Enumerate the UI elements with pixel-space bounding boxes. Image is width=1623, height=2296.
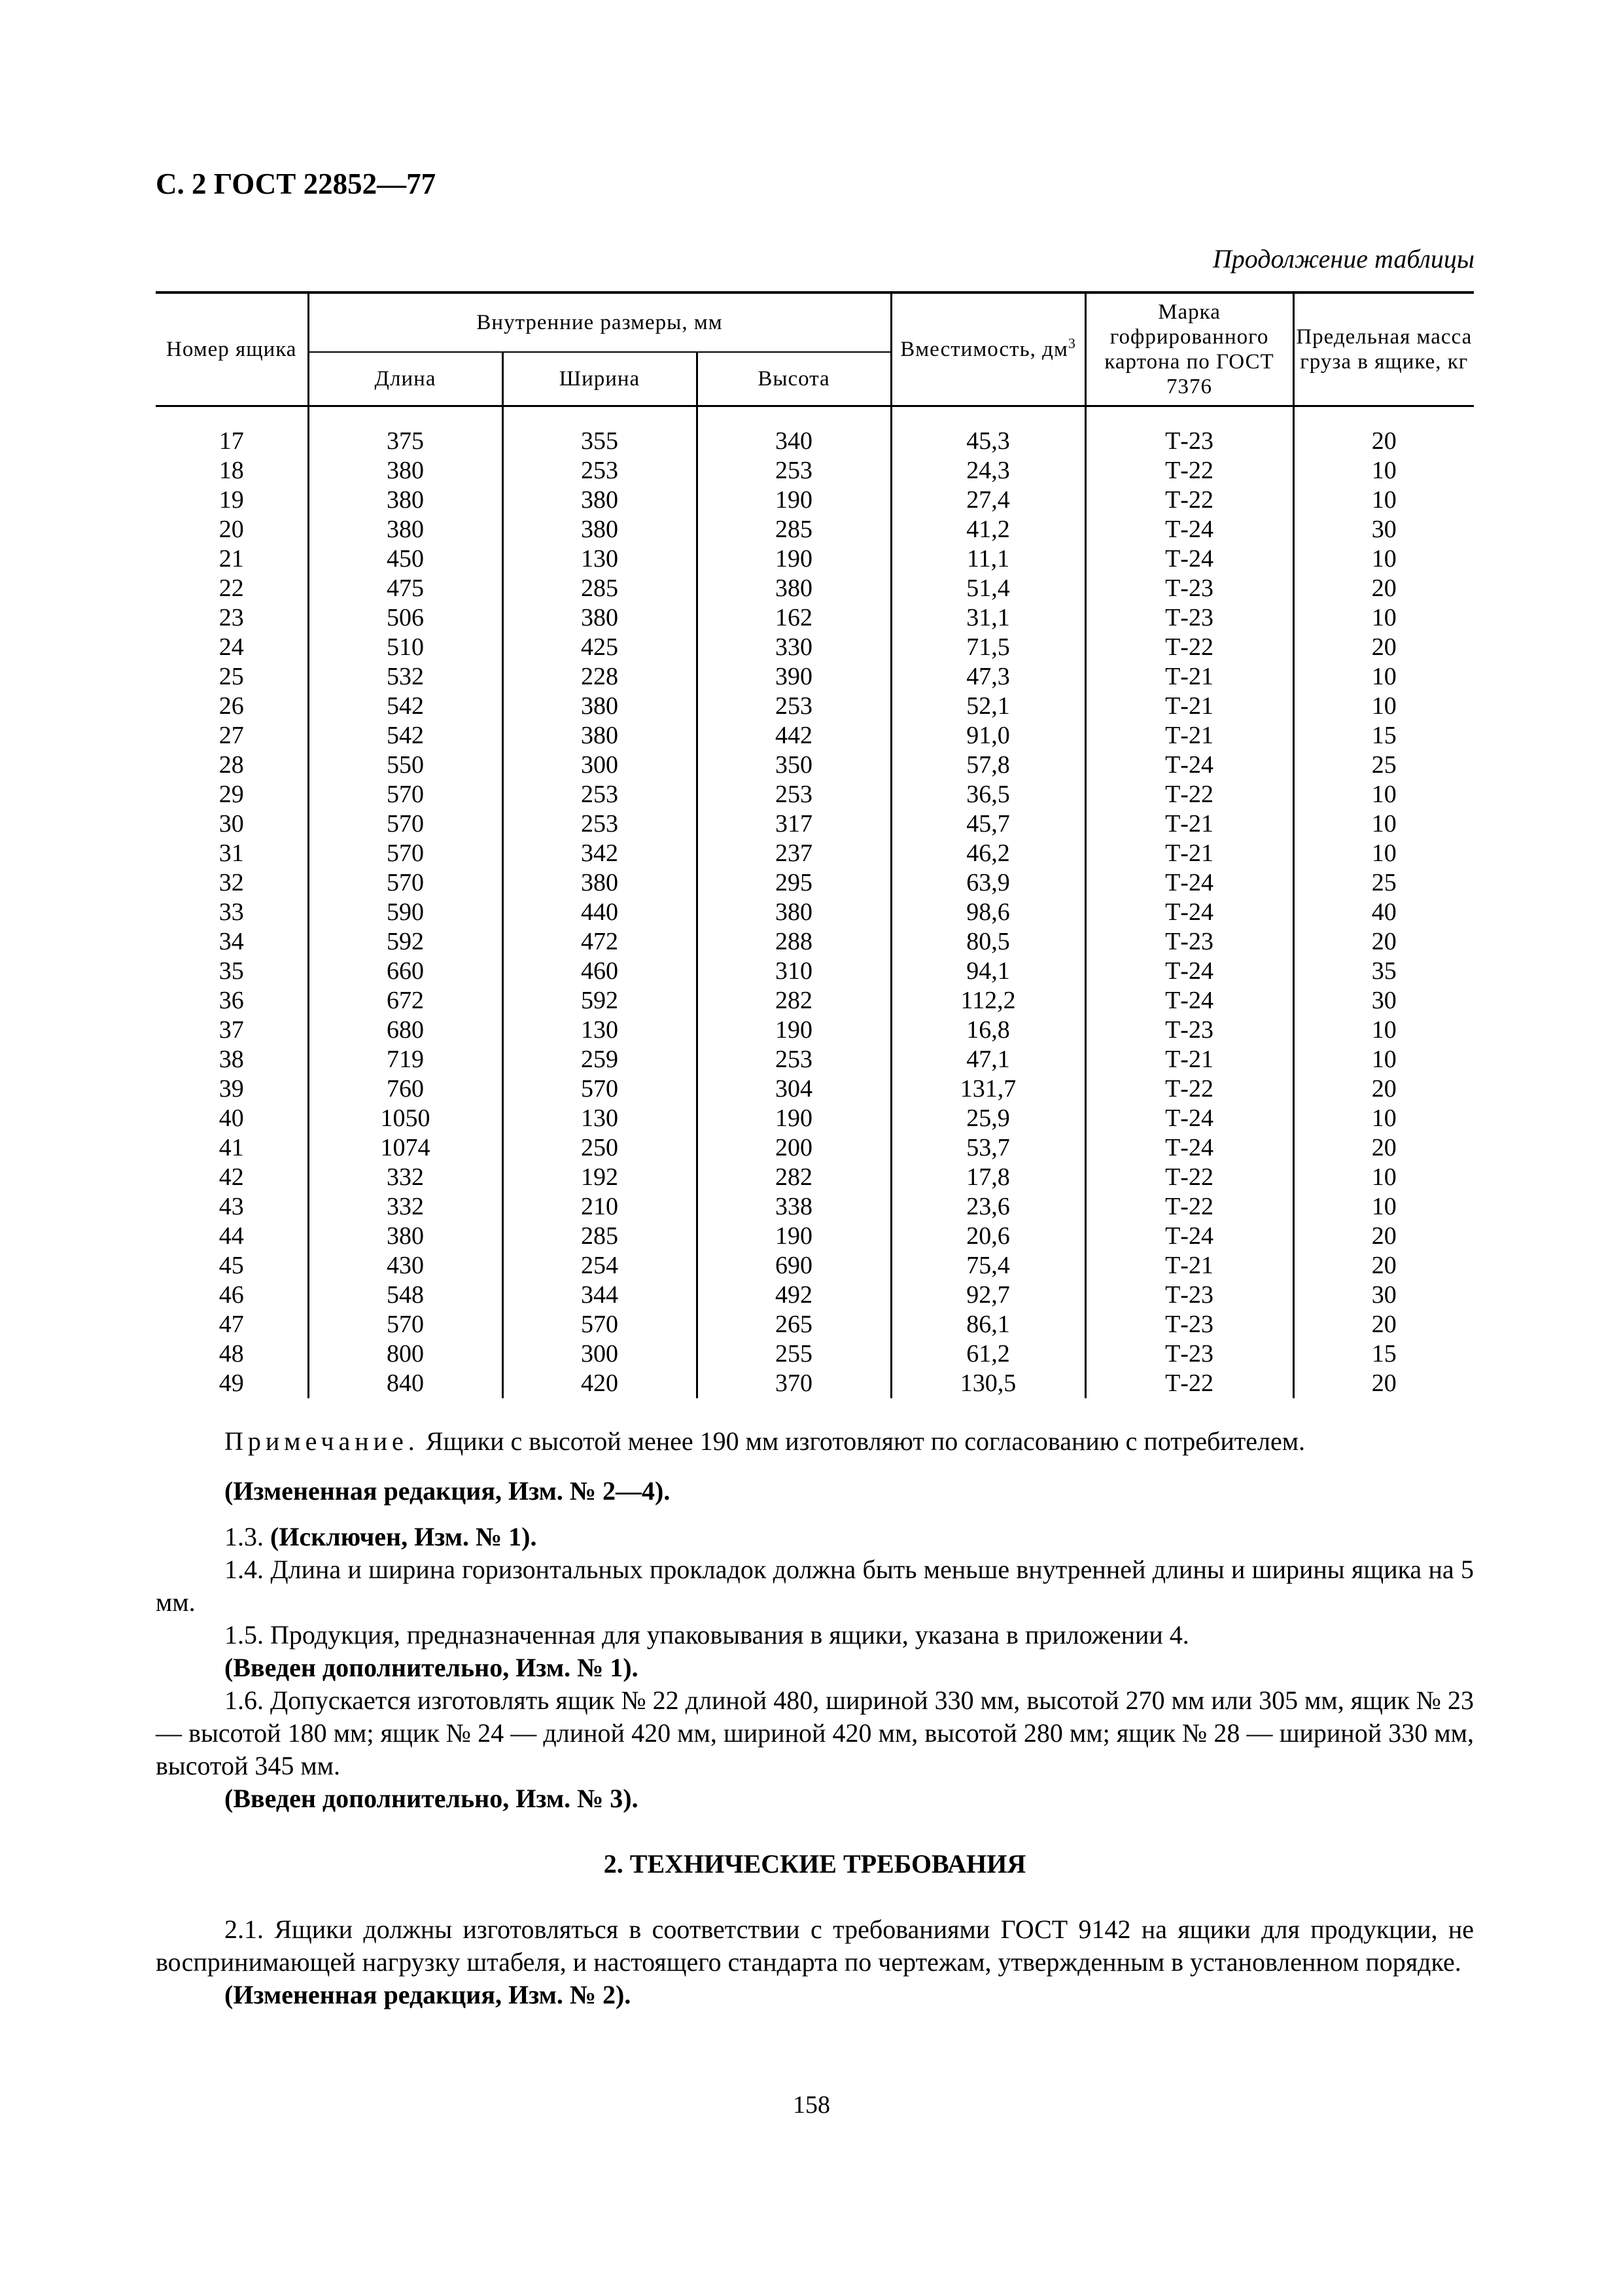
cell-cardboard-grade: Т-21	[1085, 662, 1293, 692]
cell-height: 295	[697, 868, 891, 898]
cell-box-number: 36	[156, 986, 308, 1016]
cell-height: 253	[697, 1045, 891, 1074]
cell-width: 355	[502, 427, 697, 456]
cell-box-number: 47	[156, 1310, 308, 1339]
table-row	[156, 603, 1474, 633]
cell-max-mass: 20	[1371, 574, 1397, 602]
cell-capacity: 45,3	[891, 427, 1085, 456]
cell-max-mass: 20	[1371, 1075, 1397, 1103]
section-heading: 2. ТЕХНИЧЕСКИЕ ТРЕБОВАНИЯ	[603, 1849, 1026, 1879]
table-row	[156, 1251, 1474, 1280]
cell-box-number: 22	[156, 574, 308, 603]
cell-cardboard-grade: Т-21	[1085, 721, 1293, 751]
cell-length: 532	[308, 662, 502, 692]
cell-box-number: 41	[156, 1133, 308, 1163]
table-row	[156, 1016, 1474, 1045]
table-row	[156, 574, 1474, 603]
table-row	[156, 957, 1474, 986]
cell-box-number: 42	[156, 1163, 308, 1192]
cell-max-mass: 20	[1371, 427, 1397, 455]
table-row	[156, 898, 1474, 927]
cell-length: 570	[308, 868, 502, 898]
cell-box-number: 39	[156, 1074, 308, 1104]
cell-capacity: 36,5	[891, 780, 1085, 809]
amendment-2: (Измененная редакция, Изм. № 2).	[224, 1980, 631, 2009]
cell-cardboard-grade: Т-24	[1085, 898, 1293, 927]
cell-width: 259	[502, 1045, 697, 1074]
cell-box-number: 28	[156, 751, 308, 780]
cell-length: 570	[308, 839, 502, 868]
cell-cardboard-grade: Т-24	[1085, 1133, 1293, 1163]
cell-length: 592	[308, 927, 502, 957]
cell-length: 1074	[308, 1133, 502, 1163]
cell-width: 380	[502, 603, 697, 633]
cell-cardboard-grade: Т-23	[1085, 1339, 1293, 1369]
cell-width: 592	[502, 986, 697, 1016]
cell-width: 342	[502, 839, 697, 868]
cell-width: 344	[502, 1280, 697, 1310]
cell-cardboard-grade: Т-22	[1085, 1369, 1293, 1398]
cell-length: 719	[308, 1045, 502, 1074]
cell-box-number: 32	[156, 868, 308, 898]
cell-length: 430	[308, 1251, 502, 1280]
cell-width: 253	[502, 780, 697, 809]
cell-height: 380	[697, 574, 891, 603]
cell-box-number: 48	[156, 1339, 308, 1369]
cell-capacity: 53,7	[891, 1133, 1085, 1163]
cell-width: 254	[502, 1251, 697, 1280]
cell-cardboard-grade: Т-24	[1085, 1104, 1293, 1133]
cell-width: 380	[502, 692, 697, 721]
cell-capacity: 47,1	[891, 1045, 1085, 1074]
cell-capacity: 57,8	[891, 751, 1085, 780]
cell-height: 282	[697, 986, 891, 1016]
cell-cardboard-grade: Т-21	[1085, 1251, 1293, 1280]
cell-max-mass: 30	[1371, 1281, 1397, 1309]
cell-cardboard-grade: Т-24	[1085, 515, 1293, 544]
cell-capacity: 86,1	[891, 1310, 1085, 1339]
cell-box-number: 23	[156, 603, 308, 633]
table-row	[156, 1192, 1474, 1222]
cell-cardboard-grade: Т-22	[1085, 456, 1293, 486]
cell-width: 380	[502, 486, 697, 515]
cell-height: 253	[697, 692, 891, 721]
table-row	[156, 486, 1474, 515]
cell-capacity: 20,6	[891, 1222, 1085, 1251]
cell-length: 570	[308, 780, 502, 809]
table-row	[156, 456, 1474, 486]
cell-cardboard-grade: Т-22	[1085, 1192, 1293, 1222]
table-row	[156, 927, 1474, 957]
cell-box-number: 21	[156, 544, 308, 574]
cell-width: 472	[502, 927, 697, 957]
cell-height: 190	[697, 1222, 891, 1251]
cell-height: 237	[697, 839, 891, 868]
cell-capacity: 131,7	[891, 1074, 1085, 1104]
table-row	[156, 1339, 1474, 1369]
table-row	[156, 1163, 1474, 1192]
cell-length: 380	[308, 456, 502, 486]
cell-capacity: 92,7	[891, 1280, 1085, 1310]
cell-length: 506	[308, 603, 502, 633]
paragraph-1-3: 1.3. (Исключен, Изм. № 1).	[224, 1522, 537, 1551]
note	[156, 1425, 1474, 1458]
paragraph-1-5: 1.5. Продукция, предназначенная для упаковывания в ящики, указана в приложении 4.	[224, 1620, 1189, 1650]
table-row	[156, 1133, 1474, 1163]
table-row	[156, 1074, 1474, 1104]
cell-width: 253	[502, 456, 697, 486]
cell-max-mass: 35	[1371, 957, 1397, 985]
cell-max-mass: 20	[1371, 633, 1397, 661]
table-row	[156, 1369, 1474, 1398]
cell-width: 285	[502, 574, 697, 603]
cell-height: 442	[697, 721, 891, 751]
cell-max-mass: 10	[1371, 781, 1397, 808]
cell-capacity: 112,2	[891, 986, 1085, 1016]
cell-width: 228	[502, 662, 697, 692]
cell-box-number: 43	[156, 1192, 308, 1222]
cell-capacity: 47,3	[891, 662, 1085, 692]
cell-height: 162	[697, 603, 891, 633]
header-max-mass: Предельная масса груза в ящике, кг	[1293, 292, 1474, 406]
cell-width: 440	[502, 898, 697, 927]
table-row	[156, 515, 1474, 544]
cell-cardboard-grade: Т-23	[1085, 1310, 1293, 1339]
cell-length: 542	[308, 721, 502, 751]
cell-capacity: 51,4	[891, 574, 1085, 603]
cell-max-mass: 30	[1371, 987, 1397, 1014]
cell-max-mass: 10	[1371, 486, 1397, 514]
cell-length: 332	[308, 1163, 502, 1192]
cell-height: 285	[697, 515, 891, 544]
cell-capacity: 24,3	[891, 456, 1085, 486]
cell-capacity: 46,2	[891, 839, 1085, 868]
cell-width: 250	[502, 1133, 697, 1163]
cell-width: 380	[502, 868, 697, 898]
cell-height: 492	[697, 1280, 891, 1310]
cell-height: 253	[697, 456, 891, 486]
cell-max-mass: 10	[1371, 1163, 1397, 1191]
cell-max-mass: 10	[1371, 692, 1397, 720]
cell-box-number: 40	[156, 1104, 308, 1133]
cell-width: 570	[502, 1074, 697, 1104]
cell-length: 380	[308, 1222, 502, 1251]
cell-capacity: 41,2	[891, 515, 1085, 544]
cell-capacity: 16,8	[891, 1016, 1085, 1045]
cell-height: 255	[697, 1339, 891, 1369]
cell-length: 542	[308, 692, 502, 721]
cell-width: 300	[502, 751, 697, 780]
cell-max-mass: 20	[1371, 928, 1397, 955]
table-body	[156, 406, 1474, 1399]
cell-length: 800	[308, 1339, 502, 1369]
table-row	[156, 662, 1474, 692]
cell-capacity: 75,4	[891, 1251, 1085, 1280]
cell-cardboard-grade: Т-23	[1085, 927, 1293, 957]
cell-max-mass: 10	[1371, 1104, 1397, 1132]
table-row	[156, 692, 1474, 721]
cell-cardboard-grade: Т-22	[1085, 486, 1293, 515]
table-row	[156, 868, 1474, 898]
table-row	[156, 751, 1474, 780]
cell-capacity: 91,0	[891, 721, 1085, 751]
cell-height: 390	[697, 662, 891, 692]
cell-box-number: 24	[156, 633, 308, 662]
cell-height: 304	[697, 1074, 891, 1104]
cell-width: 210	[502, 1192, 697, 1222]
cell-box-number: 45	[156, 1251, 308, 1280]
cell-length: 332	[308, 1192, 502, 1222]
cell-cardboard-grade: Т-23	[1085, 1280, 1293, 1310]
cell-max-mass: 20	[1371, 1369, 1397, 1397]
cell-max-mass: 15	[1371, 722, 1397, 749]
cell-width: 460	[502, 957, 697, 986]
cell-length: 680	[308, 1016, 502, 1045]
note-text: Ящики с высотой менее 190 мм изготовляют по согласованию с потребителем.	[419, 1426, 1306, 1456]
cell-box-number: 26	[156, 692, 308, 721]
paragraph-1-6: 1.6. Допускается изготовлять ящик № 22 длиной 480, шириной 330 мм, высотой 270 мм или 305 мм, ящик № 23 — высотой 180 мм; ящик № 24 — длиной 420 мм, шириной 420 мм, высотой 280 мм; ящик № 28 — шириной 330 мм, высотой 345 мм.	[156, 1686, 1474, 1780]
cell-cardboard-grade: Т-22	[1085, 1163, 1293, 1192]
cell-cardboard-grade: Т-22	[1085, 780, 1293, 809]
cell-capacity: 98,6	[891, 898, 1085, 927]
cell-height: 370	[697, 1369, 891, 1398]
cell-height: 190	[697, 486, 891, 515]
cell-box-number: 38	[156, 1045, 308, 1074]
cell-height: 340	[697, 427, 891, 456]
cell-width: 285	[502, 1222, 697, 1251]
cell-length: 660	[308, 957, 502, 986]
cell-cardboard-grade: Т-24	[1085, 957, 1293, 986]
cell-cardboard-grade: Т-23	[1085, 427, 1293, 456]
text-block	[156, 1475, 1474, 2011]
paragraph-2-1: 2.1. Ящики должны изготовляться в соответствии с требованиями ГОСТ 9142 на ящики для продукции, не воспринимающей нагрузку штабеля, и настоящего стандарта по чертежам, утвержденным в установленном порядке.	[156, 1915, 1474, 1977]
cell-width: 300	[502, 1339, 697, 1369]
cell-cardboard-grade: Т-21	[1085, 839, 1293, 868]
cell-box-number: 25	[156, 662, 308, 692]
cell-length: 840	[308, 1369, 502, 1398]
introduced-amendment-3: (Введен дополнительно, Изм. № 3).	[224, 1784, 638, 1813]
page-header: С. 2 ГОСТ 22852—77	[156, 168, 436, 200]
cell-width: 380	[502, 721, 697, 751]
cell-length: 570	[308, 809, 502, 839]
paragraph-1-4: 1.4. Длина и ширина горизонтальных прокладок должна быть меньше внутренней длины и ширины ящика на 5 мм.	[156, 1555, 1474, 1617]
cell-box-number: 30	[156, 809, 308, 839]
table-row	[156, 427, 1474, 456]
cell-box-number: 31	[156, 839, 308, 868]
cell-max-mass: 10	[1371, 604, 1397, 631]
cell-max-mass: 10	[1371, 839, 1397, 867]
cell-length: 550	[308, 751, 502, 780]
cell-max-mass: 20	[1371, 1311, 1397, 1338]
cell-cardboard-grade: Т-23	[1085, 1016, 1293, 1045]
cell-length: 510	[308, 633, 502, 662]
cell-length: 760	[308, 1074, 502, 1104]
header-height: Высота	[697, 352, 891, 406]
cell-height: 190	[697, 1016, 891, 1045]
cell-max-mass: 10	[1371, 1016, 1397, 1044]
cell-width: 130	[502, 544, 697, 574]
cell-height: 253	[697, 780, 891, 809]
cell-height: 190	[697, 544, 891, 574]
boxes-table	[156, 291, 1474, 1398]
cell-capacity: 71,5	[891, 633, 1085, 662]
cell-max-mass: 30	[1371, 516, 1397, 543]
cell-max-mass: 20	[1371, 1134, 1397, 1161]
cell-box-number: 27	[156, 721, 308, 751]
cell-width: 130	[502, 1104, 697, 1133]
cell-max-mass: 10	[1371, 810, 1397, 838]
cell-cardboard-grade: Т-21	[1085, 809, 1293, 839]
cell-capacity: 52,1	[891, 692, 1085, 721]
cell-box-number: 35	[156, 957, 308, 986]
cell-max-mass: 25	[1371, 869, 1397, 896]
cell-height: 288	[697, 927, 891, 957]
cell-height: 200	[697, 1133, 891, 1163]
page-number: 158	[793, 2091, 830, 2119]
cell-cardboard-grade: Т-24	[1085, 986, 1293, 1016]
header-width: Ширина	[502, 352, 697, 406]
cell-cardboard-grade: Т-21	[1085, 692, 1293, 721]
cell-length: 570	[308, 1310, 502, 1339]
header-length: Длина	[308, 352, 502, 406]
cell-capacity: 25,9	[891, 1104, 1085, 1133]
cell-box-number: 49	[156, 1369, 308, 1398]
cell-height: 190	[697, 1104, 891, 1133]
cell-length: 380	[308, 515, 502, 544]
cell-width: 253	[502, 809, 697, 839]
cell-length: 450	[308, 544, 502, 574]
table-row	[156, 986, 1474, 1016]
cell-box-number: 33	[156, 898, 308, 927]
table-row	[156, 544, 1474, 574]
table-row	[156, 1104, 1474, 1133]
cell-cardboard-grade: Т-22	[1085, 1074, 1293, 1104]
header-capacity: Вместимость, $дм^3$	[891, 292, 1085, 406]
cell-capacity: 80,5	[891, 927, 1085, 957]
table-row	[156, 633, 1474, 662]
cell-box-number: 17	[156, 427, 308, 456]
cell-capacity: 61,2	[891, 1339, 1085, 1369]
cell-box-number: 37	[156, 1016, 308, 1045]
cell-max-mass: 25	[1371, 751, 1397, 779]
cell-capacity: 27,4	[891, 486, 1085, 515]
cell-cardboard-grade: Т-24	[1085, 1222, 1293, 1251]
cell-width: 420	[502, 1369, 697, 1398]
cell-length: 380	[308, 486, 502, 515]
cell-capacity: 130,5	[891, 1369, 1085, 1398]
table-row	[156, 1280, 1474, 1310]
cell-max-mass: 20	[1371, 1252, 1397, 1279]
cell-height: 310	[697, 957, 891, 986]
table-row	[156, 721, 1474, 751]
cell-max-mass: 10	[1371, 457, 1397, 484]
cell-length: 475	[308, 574, 502, 603]
cell-height: 350	[697, 751, 891, 780]
table-row	[156, 839, 1474, 868]
table-row	[156, 809, 1474, 839]
cell-length: 375	[308, 427, 502, 456]
cell-length: 672	[308, 986, 502, 1016]
cell-cardboard-grade: Т-24	[1085, 751, 1293, 780]
cell-box-number: 44	[156, 1222, 308, 1251]
cell-height: 265	[697, 1310, 891, 1339]
cell-max-mass: 40	[1371, 898, 1397, 926]
cell-max-mass: 10	[1371, 1046, 1397, 1073]
cell-height: 317	[697, 809, 891, 839]
cell-box-number: 18	[156, 456, 308, 486]
cell-width: 130	[502, 1016, 697, 1045]
cell-capacity: 31,1	[891, 603, 1085, 633]
header-inner-dimensions: Внутренние размеры, мм	[308, 292, 891, 352]
cell-capacity: 45,7	[891, 809, 1085, 839]
cell-cardboard-grade: Т-22	[1085, 633, 1293, 662]
cell-capacity: 11,1	[891, 544, 1085, 574]
cell-box-number: 34	[156, 927, 308, 957]
cell-max-mass: 15	[1371, 1340, 1397, 1368]
cell-box-number: 29	[156, 780, 308, 809]
cell-box-number: 19	[156, 486, 308, 515]
cell-cardboard-grade: Т-21	[1085, 1045, 1293, 1074]
cell-box-number: 20	[156, 515, 308, 544]
cell-length: 590	[308, 898, 502, 927]
table-row	[156, 1045, 1474, 1074]
cell-width: 380	[502, 515, 697, 544]
header-box-number: Номер ящика	[156, 292, 308, 406]
cell-cardboard-grade: Т-24	[1085, 868, 1293, 898]
cell-width: 192	[502, 1163, 697, 1192]
cell-length: 1050	[308, 1104, 502, 1133]
cell-height: 330	[697, 633, 891, 662]
cell-capacity: 23,6	[891, 1192, 1085, 1222]
cell-cardboard-grade: Т-23	[1085, 574, 1293, 603]
cell-length: 548	[308, 1280, 502, 1310]
cell-max-mass: 20	[1371, 1222, 1397, 1250]
cell-capacity: 94,1	[891, 957, 1085, 986]
table-row	[156, 780, 1474, 809]
cell-max-mass: 10	[1371, 1193, 1397, 1220]
cell-height: 690	[697, 1251, 891, 1280]
cell-height: 282	[697, 1163, 891, 1192]
cell-cardboard-grade: Т-24	[1085, 544, 1293, 574]
introduced-amendment-1: (Введен дополнительно, Изм. № 1).	[224, 1653, 638, 1682]
cell-capacity: 63,9	[891, 868, 1085, 898]
cell-width: 570	[502, 1310, 697, 1339]
cell-capacity: 17,8	[891, 1163, 1085, 1192]
cell-width: 425	[502, 633, 697, 662]
table-row	[156, 1310, 1474, 1339]
cell-height: 380	[697, 898, 891, 927]
cell-cardboard-grade: Т-23	[1085, 603, 1293, 633]
cell-max-mass: 10	[1371, 663, 1397, 690]
note-label: Примечание.	[224, 1426, 419, 1456]
cell-max-mass: 10	[1371, 545, 1397, 573]
header-cardboard-grade: Марка гофрированного картона по ГОСТ 7376	[1085, 292, 1293, 406]
cell-box-number: 46	[156, 1280, 308, 1310]
table-row	[156, 1222, 1474, 1251]
cell-height: 338	[697, 1192, 891, 1222]
amendment-2-4: (Измененная редакция, Изм. № 2—4).	[224, 1476, 671, 1506]
table-continuation-label: Продолжение таблицы	[1212, 244, 1475, 274]
